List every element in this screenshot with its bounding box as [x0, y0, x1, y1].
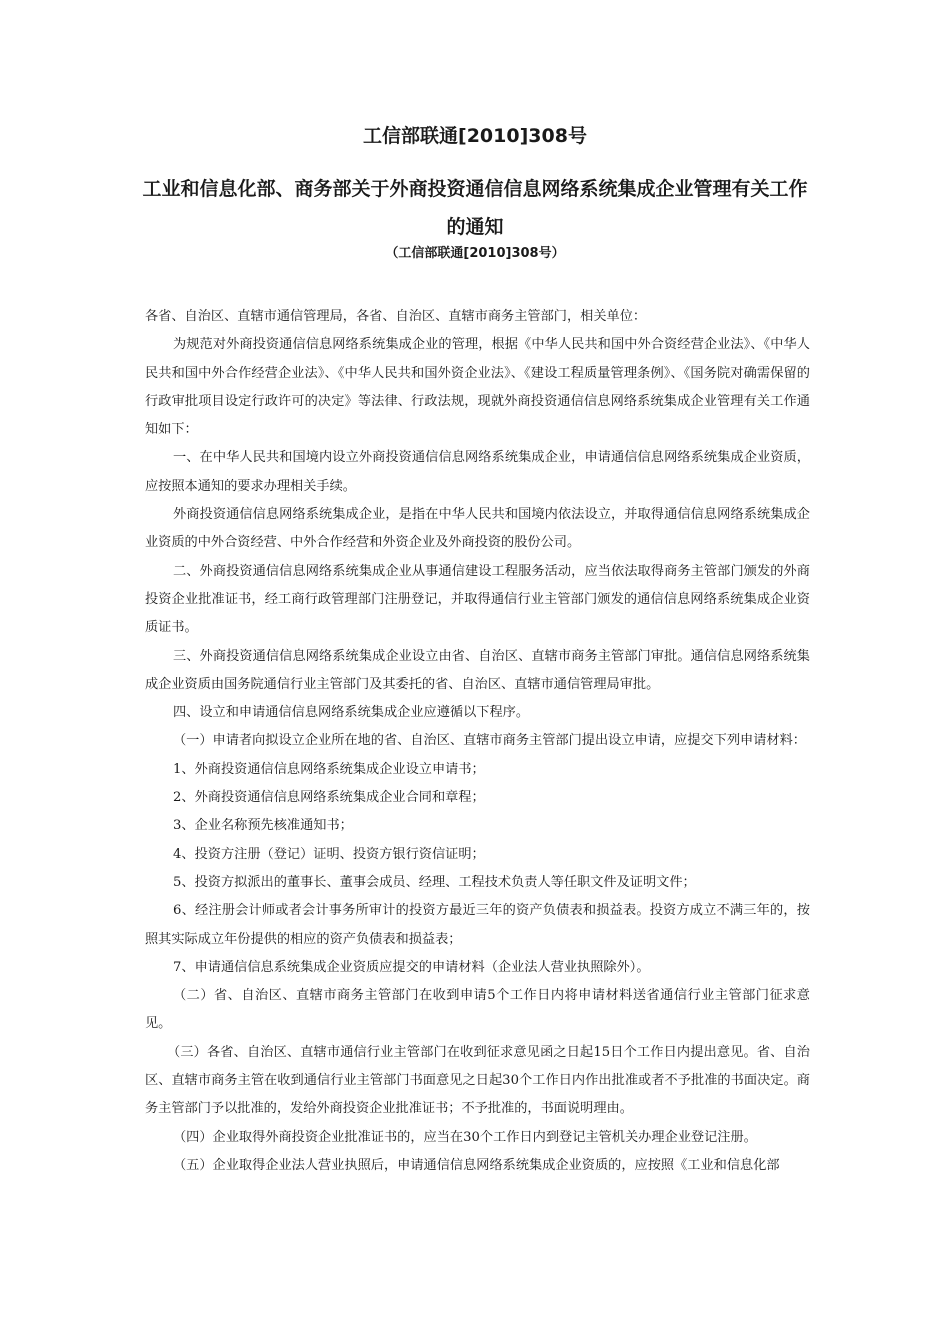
intro-paragraph: 为规范对外商投资通信信息网络系统集成企业的管理，根据《中华人民共和国中外合资经营企业法》、《中华人民共和国中外合作经营企业法》、《中华人民共和国外资企业法》、《建设工程质量管理条例》、《国务院对确需保留的行政审批项目设定行政许可的决定》等法律、行政法规，现就外商投资通信信息网络系统集成企业管理有关工作通知如下：	[145, 337, 810, 438]
item-3-paragraph: 三、外商投资通信信息网络系统集成企业设立由省、自治区、直辖市商务主管部门审批。通信信息网络系统集成企业资质由国务院通信行业主管部门及其委托的省、自治区、直辖市通信管理局审批。	[145, 648, 810, 692]
step-5-paragraph: （五）企业取得企业法人营业执照后，申请通信信息网络系统集成企业资质的，应按照《工业和信息化部	[173, 1157, 780, 1173]
item-4-paragraph: 四、设立和申请通信信息网络系统集成企业应遵循以下程序。	[173, 705, 530, 721]
material-item: 4、投资方注册（登记）证明、投资方银行资信证明；	[173, 846, 485, 862]
document-body	[145, 303, 810, 1180]
material-item: 2、外商投资通信信息网络系统集成企业合同和章程；	[173, 790, 485, 806]
item-1-paragraph: 一、在中华人民共和国境内设立外商投资通信信息网络系统集成企业，申请通信信息网络系统集成企业资质，应按照本通知的要求办理相关手续。	[145, 450, 810, 494]
step-2-paragraph: （二）省、自治区、直辖市商务主管部门在收到申请5个工作日内将申请材料送省通信行业主管部门征求意见。	[145, 988, 810, 1032]
step-3-paragraph: （三）各省、自治区、直辖市通信行业主管部门在收到征求意见函之日起15日个工作日内提出意见。省、自治区、直辖市商务主管在收到通信行业主管部门书面意见之日起30个工作日内作出批准或者不予批准的书面决定。商务主管部门予以批准的，发给外商投资企业批准证书；不予批准的，书面说明理由。	[145, 1044, 810, 1117]
document-subnumber: （工信部联通[2010]308号）	[385, 246, 565, 261]
material-item: 6、经注册会计师或者会计事务所审计的投资方最近三年的资产负债表和损益表。投资方成立不满三年的，按照其实际成立年份提供的相应的资产负债表和损益表；	[145, 903, 810, 947]
material-item: 3、企业名称预先核准通知书；	[173, 818, 353, 834]
salutation: 各省、自治区、直辖市通信管理局，各省、自治区、直辖市商务主管部门，相关单位：	[145, 309, 647, 324]
material-item: 7、申请通信信息系统集成企业资质应提交的申请材料（企业法人营业执照除外）。	[173, 959, 650, 975]
material-item: 5、投资方拟派出的董事长、董事会成员、经理、工程技术负责人等任职文件及证明文件；	[173, 874, 696, 890]
document-title: 工业和信息化部、商务部关于外商投资通信信息网络系统集成企业管理有关工作的通知	[142, 178, 808, 238]
step-4-paragraph: （四）企业取得外商投资企业批准证书的，应当在30个工作日内到登记主管机关办理企业登记注册。	[173, 1129, 757, 1145]
material-item: 1、外商投资通信信息网络系统集成企业设立申请书；	[173, 761, 485, 777]
document-number-heading: 工信部联通[2010]308号	[363, 125, 587, 147]
step-1-paragraph: （一）申请者向拟设立企业所在地的省、自治区、直辖市商务主管部门提出设立申请，应提交下列申请材料：	[173, 733, 806, 749]
item-1-definition-paragraph: 外商投资通信信息网络系统集成企业，是指在中华人民共和国境内依法设立，并取得通信信息网络系统集成企业资质的中外合资经营、中外合作经营和外资企业及外商投资的股份公司。	[145, 507, 810, 551]
item-2-paragraph: 二、外商投资通信信息网络系统集成企业从事通信建设工程服务活动，应当依法取得商务主管部门颁发的外商投资企业批准证书，经工商行政管理部门注册登记，并取得通信行业主管部门颁发的通信信息网络系统集成企业资质证书。	[145, 563, 810, 636]
